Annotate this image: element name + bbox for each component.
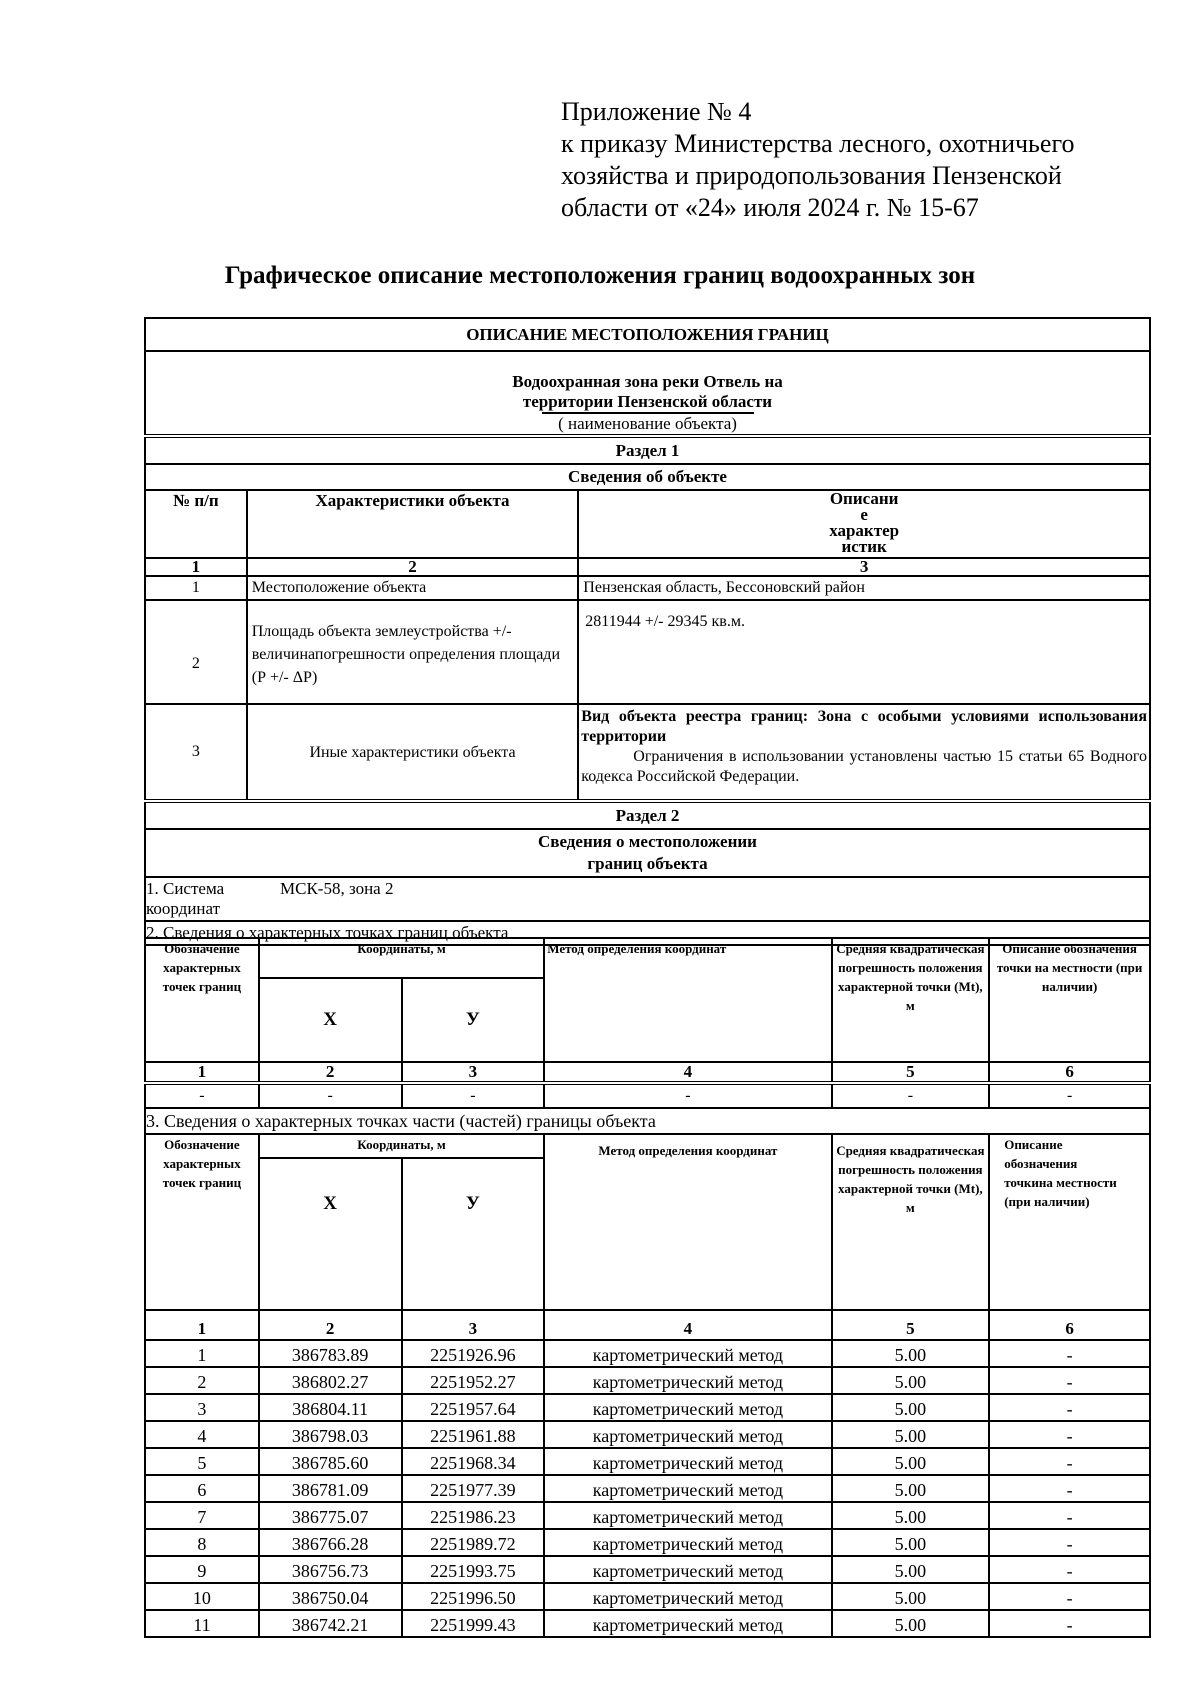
point-method: картометрический метод	[544, 1475, 831, 1502]
point-number: 1	[145, 1340, 259, 1367]
col-method-header: Метод определения координат	[544, 938, 831, 1062]
point-x: 386781.09	[259, 1475, 402, 1502]
point-error: 5.00	[832, 1475, 990, 1502]
row-name: Местоположение объекта	[247, 576, 579, 600]
col-index: 4	[544, 1310, 831, 1340]
col-index: 1	[145, 1062, 259, 1083]
col-desc-header: Описание обозначения точкина местности (при наличии)	[989, 1134, 1150, 1310]
table-row	[145, 1529, 1150, 1556]
object-name-line: Водоохранная зона реки Отвель на	[512, 372, 783, 391]
point-y: 2251993.75	[402, 1556, 545, 1583]
col-designation-header: Обозначение характерных точек границ	[145, 1134, 259, 1310]
coordinate-system-label: 1. Система координат	[146, 879, 225, 918]
points-table	[144, 937, 1151, 1638]
point-error: 5.00	[832, 1610, 990, 1637]
point-number: 9	[145, 1556, 259, 1583]
section1-title: Раздел 1	[145, 436, 1150, 464]
point-y: 2251989.72	[402, 1529, 545, 1556]
point-error: 5.00	[832, 1556, 990, 1583]
col-index: 6	[989, 1310, 1150, 1340]
col-coords-header: Координаты, м	[259, 1134, 544, 1158]
point-x: 386783.89	[259, 1340, 402, 1367]
point-x: 386785.60	[259, 1448, 402, 1475]
point-method: картометрический метод	[544, 1502, 831, 1529]
point-description: -	[989, 1610, 1150, 1637]
row-name: Площадь объекта землеустройства +/- величинапогрешности определения площади (Р +/- ΔР)	[247, 600, 579, 704]
section1-subtitle: Сведения об объекте	[145, 464, 1150, 490]
point-description: -	[989, 1394, 1150, 1421]
point-error: 5.00	[832, 1583, 990, 1610]
section2-subtitle-line: Сведения о местоположении	[538, 832, 757, 851]
point-description: -	[989, 1448, 1150, 1475]
row-number: 2	[145, 600, 247, 704]
col-x-header: Х	[259, 1158, 402, 1310]
document-title: Графическое описание местоположения границ водоохранных зон	[224, 262, 976, 289]
point-y: 2251986.23	[402, 1502, 545, 1529]
point-y: 2251926.96	[402, 1340, 545, 1367]
point-method: картометрический метод	[544, 1367, 831, 1394]
empty-cell: -	[402, 1083, 545, 1108]
section2-subtitle	[145, 829, 1150, 877]
point-number: 7	[145, 1502, 259, 1529]
point-y: 2251977.39	[402, 1475, 545, 1502]
point-error: 5.00	[832, 1340, 990, 1367]
table-row	[145, 1340, 1150, 1367]
point-number: 11	[145, 1610, 259, 1637]
row-value	[578, 704, 1150, 801]
col-index: 2	[247, 558, 579, 576]
point-error: 5.00	[832, 1421, 990, 1448]
point-error: 5.00	[832, 1394, 990, 1421]
point-error: 5.00	[832, 1367, 990, 1394]
coordinate-system-value: МСК-58, зона 2	[280, 879, 394, 898]
point-y: 2251968.34	[402, 1448, 545, 1475]
table-row	[145, 1610, 1150, 1637]
table-heading: ОПИСАНИЕ МЕСТОПОЛОЖЕНИЯ ГРАНИЦ	[145, 318, 1150, 351]
col-index: 5	[832, 1062, 990, 1083]
point-method: картометрический метод	[544, 1394, 831, 1421]
col-index: 1	[145, 1310, 259, 1340]
row-number: 1	[145, 576, 247, 600]
col-index: 3	[402, 1062, 545, 1083]
point-number: 10	[145, 1583, 259, 1610]
point-number: 8	[145, 1529, 259, 1556]
empty-cell: -	[989, 1083, 1150, 1108]
point-x: 386742.21	[259, 1610, 402, 1637]
point-x: 386804.11	[259, 1394, 402, 1421]
point-method: картометрический метод	[544, 1583, 831, 1610]
appendix-line: хозяйства и природопользования Пензенской	[561, 161, 1062, 190]
row-number: 3	[145, 704, 247, 801]
point-method: картометрический метод	[544, 1529, 831, 1556]
table-row	[145, 1556, 1150, 1583]
row-name: Иные характеристики объекта	[247, 704, 579, 801]
point-number: 6	[145, 1475, 259, 1502]
point-number: 4	[145, 1421, 259, 1448]
point-error: 5.00	[832, 1448, 990, 1475]
point-x: 386766.28	[259, 1529, 402, 1556]
point-description: -	[989, 1340, 1150, 1367]
empty-cell: -	[145, 1083, 259, 1108]
table-row	[145, 1502, 1150, 1529]
point-method: картометрический метод	[544, 1421, 831, 1448]
section2-subtitle-line: границ объекта	[587, 854, 708, 873]
point-method: картометрический метод	[544, 1340, 831, 1367]
col-index: 2	[259, 1310, 402, 1340]
point-y: 2251961.88	[402, 1421, 545, 1448]
table-row	[145, 1421, 1150, 1448]
header-fragment: истик	[841, 537, 887, 556]
object-name-cell	[145, 351, 1150, 436]
table-row	[145, 1394, 1150, 1421]
boundary-description-table	[144, 317, 1151, 946]
table-row	[145, 1367, 1150, 1394]
col-coords-header: Координаты, м	[259, 938, 544, 978]
col-y-header: У	[402, 978, 545, 1062]
points-section-title: 2. Сведения о характерных точках границ объекта	[145, 921, 1150, 945]
coordinate-system-cell	[145, 877, 1150, 921]
col-index: 5	[832, 1310, 990, 1340]
table-row	[145, 1475, 1150, 1502]
object-caption: ( наименование объекта)	[542, 412, 754, 434]
col-characteristics-header: Характеристики объекта	[247, 490, 579, 558]
row-value: 2811944 +/- 29345 кв.м.	[578, 600, 1150, 704]
point-y: 2251996.50	[402, 1583, 545, 1610]
appendix-block	[561, 96, 1161, 224]
point-y: 2251957.64	[402, 1394, 545, 1421]
col-number-header: № п/п	[145, 490, 247, 558]
point-method: картометрический метод	[544, 1556, 831, 1583]
table-row	[145, 1448, 1150, 1475]
row-value-bold: Вид объекта реестра границ: Зона с особыми условиями использования территории	[581, 708, 1147, 745]
point-description: -	[989, 1421, 1150, 1448]
point-error: 5.00	[832, 1502, 990, 1529]
point-method: картометрический метод	[544, 1448, 831, 1475]
col-error-header: Средняя квадратическая погрешность положения характерной точки (Mt), м	[832, 938, 990, 1062]
point-number: 2	[145, 1367, 259, 1394]
parts-section-title: 3. Сведения о характерных точках части (частей) границы объекта	[145, 1108, 1150, 1134]
col-index: 4	[544, 1062, 831, 1083]
point-number: 3	[145, 1394, 259, 1421]
appendix-line: области от «24» июля 2024 г. № 15-67	[561, 193, 979, 222]
point-number: 5	[145, 1448, 259, 1475]
row-value: Пензенская область, Бессоновский район	[578, 576, 1150, 600]
header-fragment: характер	[829, 521, 900, 540]
point-description: -	[989, 1502, 1150, 1529]
col-index: 2	[259, 1062, 402, 1083]
point-description: -	[989, 1556, 1150, 1583]
col-index: 3	[578, 558, 1150, 576]
point-description: -	[989, 1583, 1150, 1610]
point-description: -	[989, 1367, 1150, 1394]
col-x-header: Х	[259, 978, 402, 1062]
row-value-text: Ограничения в использовании установлены частью 15 статьи 65 Водного кодекса Российской Федерации.	[581, 748, 1147, 785]
table-row	[145, 1583, 1150, 1610]
header-fragment: е	[860, 505, 868, 524]
col-method-header: Метод определения координат	[544, 1134, 831, 1310]
object-name-line: территории Пензенской области	[522, 392, 773, 411]
point-x: 386756.73	[259, 1556, 402, 1583]
point-method: картометрический метод	[544, 1610, 831, 1637]
col-desc-header: Описание обозначения точки на местности (при наличии)	[989, 938, 1150, 1062]
point-x: 386798.03	[259, 1421, 402, 1448]
appendix-line: Приложение № 4	[561, 97, 752, 126]
point-y: 2251952.27	[402, 1367, 545, 1394]
col-index: 1	[145, 558, 247, 576]
col-index: 6	[989, 1062, 1150, 1083]
col-y-header: У	[402, 1158, 545, 1310]
col-description-header	[578, 490, 1150, 558]
point-x: 386775.07	[259, 1502, 402, 1529]
empty-cell: -	[544, 1083, 831, 1108]
header-fragment: Описани	[829, 489, 899, 508]
point-x: 386750.04	[259, 1583, 402, 1610]
empty-cell: -	[832, 1083, 990, 1108]
section2-title: Раздел 2	[145, 801, 1150, 829]
col-designation-header: Обозначение характерных точек границ	[145, 938, 259, 1062]
col-index: 3	[402, 1310, 545, 1340]
empty-cell: -	[259, 1083, 402, 1108]
point-error: 5.00	[832, 1529, 990, 1556]
appendix-line: к приказу Министерства лесного, охотничьего	[561, 129, 1075, 158]
point-y: 2251999.43	[402, 1610, 545, 1637]
col-error-header: Средняя квадратическая погрешность положения характерной точки (Mt), м	[832, 1134, 990, 1310]
point-x: 386802.27	[259, 1367, 402, 1394]
point-description: -	[989, 1475, 1150, 1502]
point-description: -	[989, 1529, 1150, 1556]
